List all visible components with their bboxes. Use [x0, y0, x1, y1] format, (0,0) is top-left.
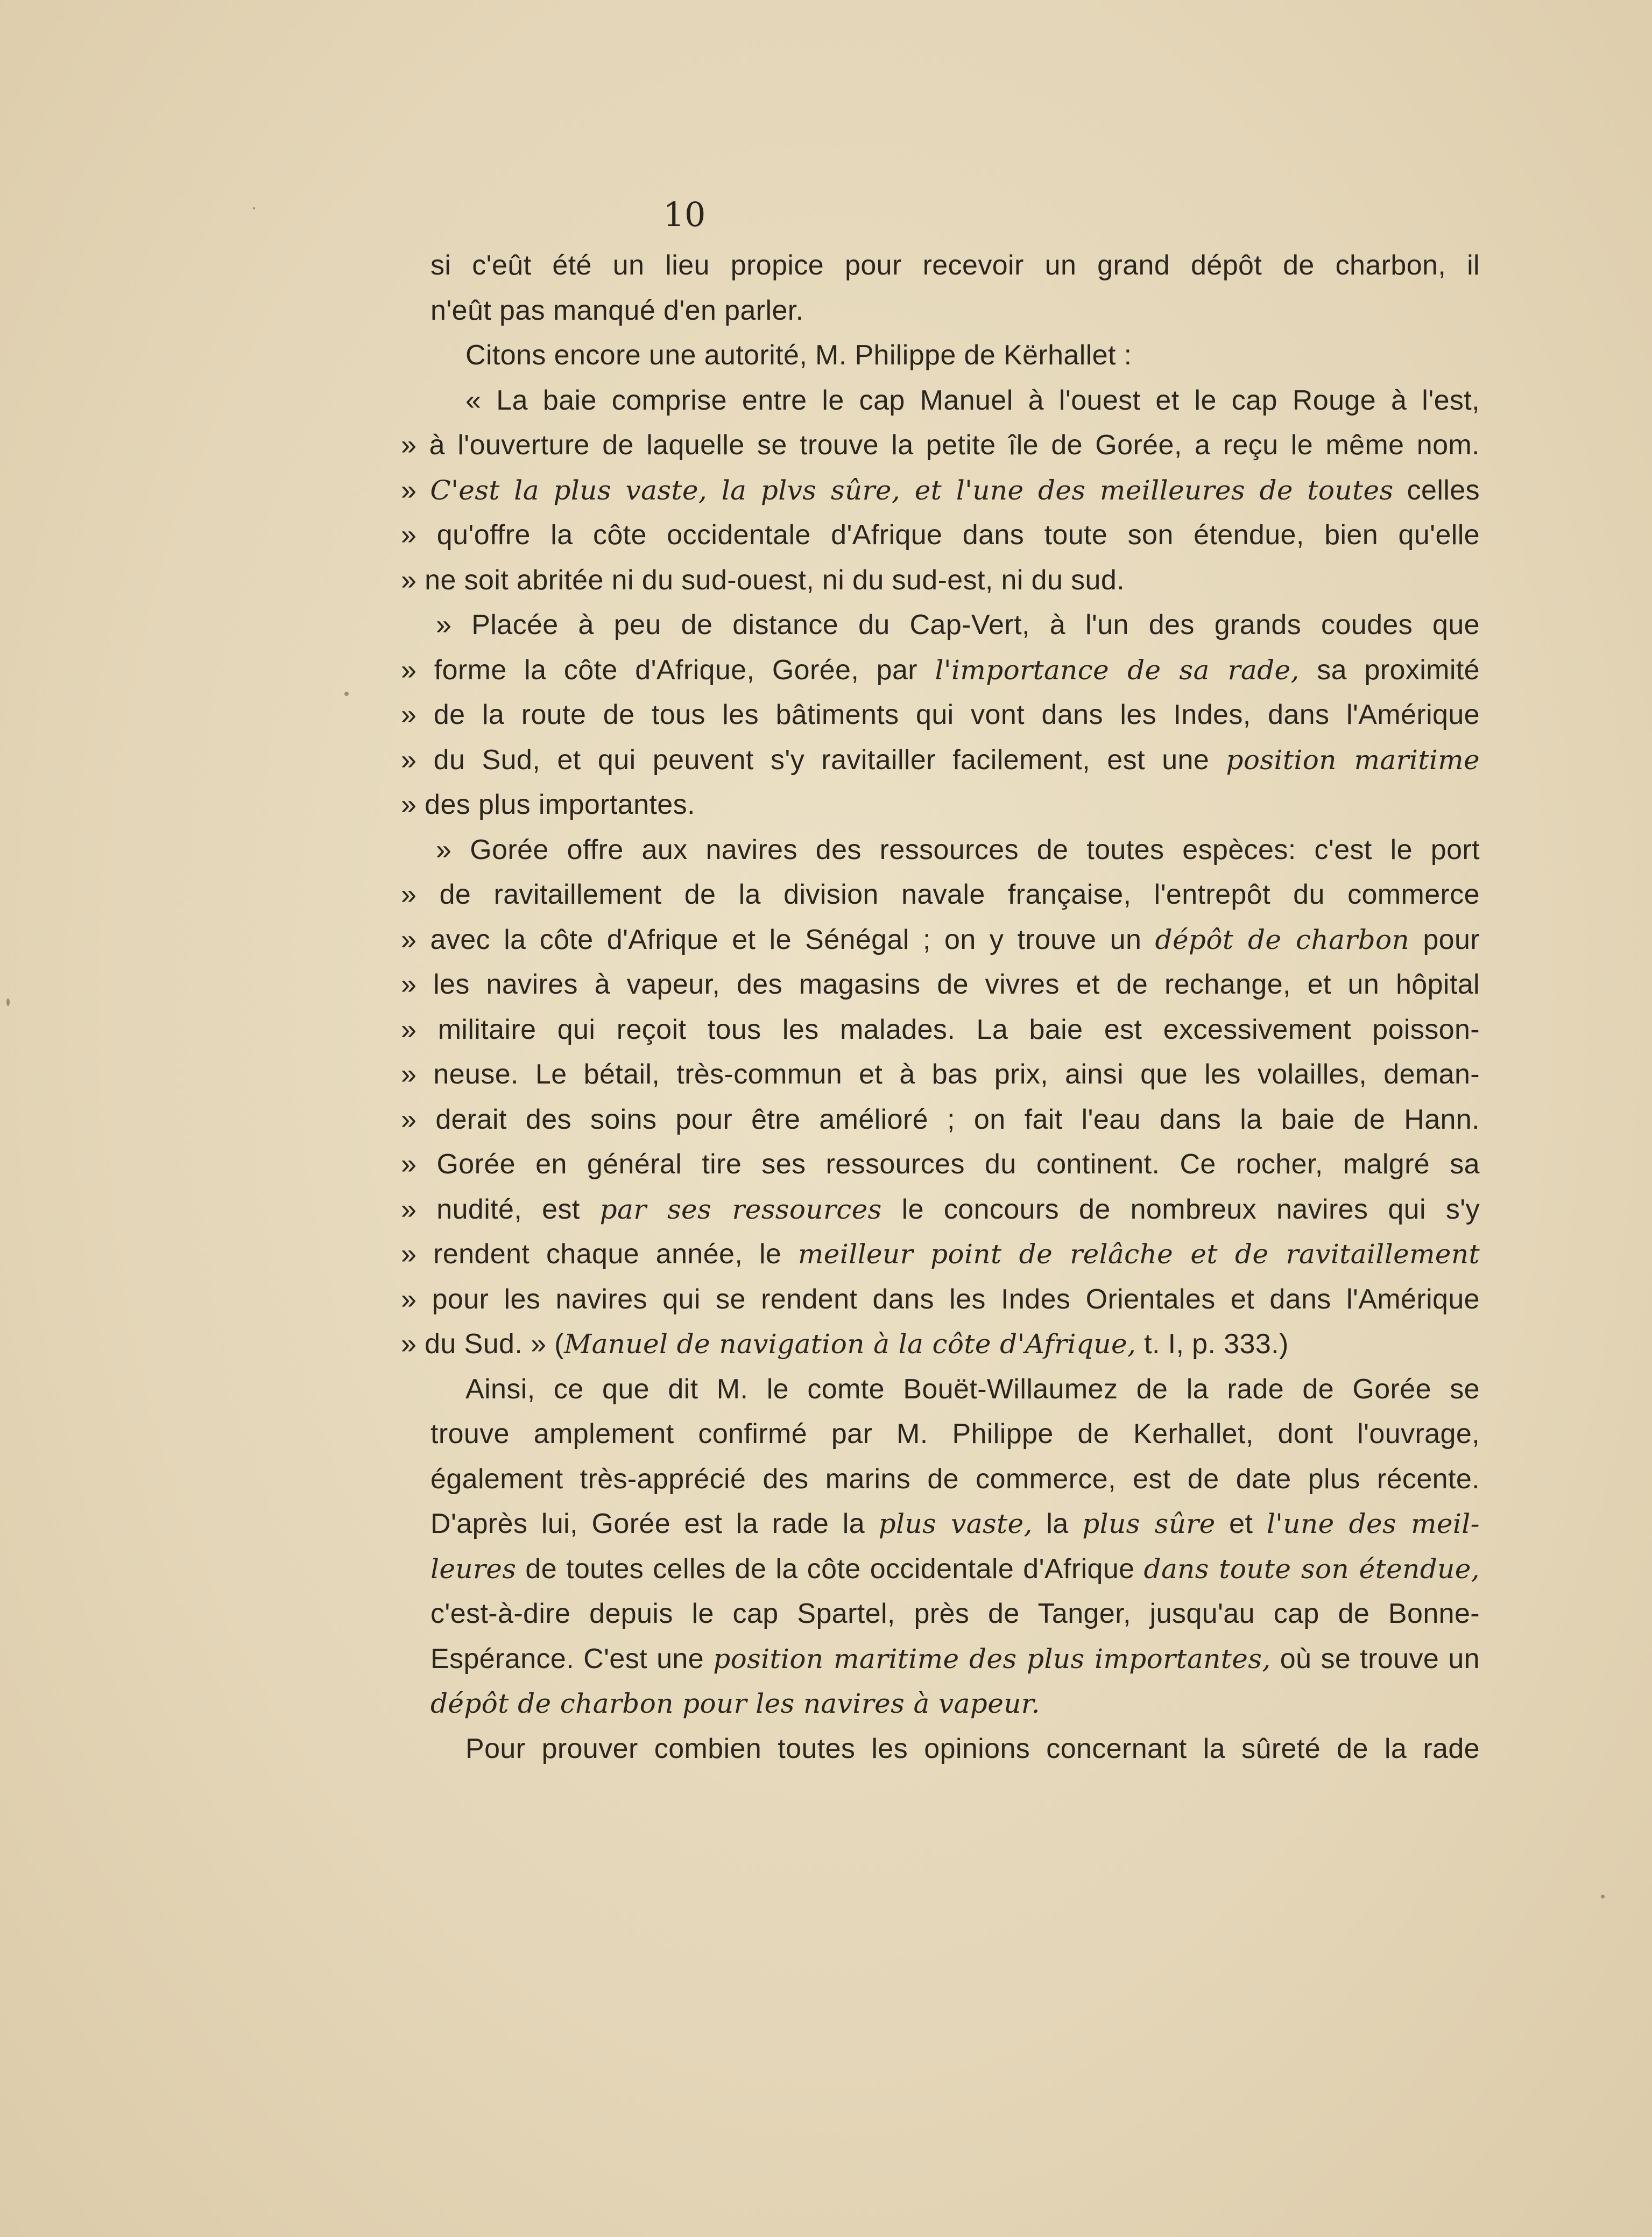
- quote-line: [401, 1277, 1480, 1322]
- text-segment: c'est-à-dire depuis le cap Spartel, près de Tanger, jusqu'au cap de Bonne-: [430, 1598, 1480, 1629]
- text-line: [430, 1637, 1480, 1682]
- text-segment: » du Sud. » (: [401, 1328, 564, 1360]
- italic-text: C'est la plus vaste, la plvs sûre, et l'une des meilleures de toutes: [430, 474, 1394, 506]
- quote-line: [401, 1232, 1480, 1277]
- quote-line: [401, 783, 1480, 828]
- text-segment: le concours de nombreux navires qui s'y: [881, 1193, 1480, 1225]
- italic-text: meilleur point de relâche et de ravitaillement: [798, 1239, 1480, 1270]
- text-line: [430, 289, 1480, 334]
- quote-line: [401, 738, 1480, 783]
- text-segment: trouve amplement confirmé par M. Philippe de Kerhallet, dont l'ouvrage,: [430, 1418, 1480, 1450]
- quote-line: [401, 1187, 1480, 1233]
- text-line: [430, 243, 1480, 289]
- italic-text: plus vaste,: [878, 1508, 1033, 1539]
- text-segment: de toutes celles de la côte occidentale d'Afrique: [516, 1553, 1144, 1585]
- text-segment: » pour les navires qui se rendent dans les Indes Orientales et dans l'Amérique: [401, 1283, 1480, 1315]
- text-segment: » Placée à peu de distance du Cap-Vert, à l'un des grands coudes que: [436, 609, 1480, 641]
- text-segment: « La baie comprise entre le cap Manuel à l'ouest et le cap Rouge à l'est,: [465, 384, 1480, 416]
- text-segment: D'après lui, Gorée est la rade la: [430, 1508, 879, 1539]
- italic-text: Manuel de navigation à la côte d'Afrique,: [563, 1328, 1136, 1360]
- quote-line: [401, 962, 1480, 1008]
- text-line: [430, 1727, 1480, 1772]
- text-segment: »: [401, 474, 430, 506]
- page-number: 10: [663, 195, 706, 234]
- body-text: [401, 243, 1480, 1771]
- text-segment: » à l'ouverture de laquelle se trouve la petite île de Gorée, a reçu le même nom.: [401, 430, 1480, 461]
- italic-text: leures: [430, 1553, 517, 1585]
- italic-text: par ses ressources: [599, 1193, 882, 1225]
- text-segment: » des plus importantes.: [401, 789, 695, 820]
- text-segment: Citons encore une autorité, M. Philippe de Kërhallet :: [465, 340, 1132, 371]
- text-segment: sa proximité: [1299, 654, 1480, 686]
- quote-line: [401, 513, 1480, 558]
- text-line: [430, 1367, 1480, 1412]
- text-line: [430, 1502, 1480, 1547]
- italic-text: position maritime des plus importantes,: [713, 1643, 1271, 1675]
- text-segment: » militaire qui reçoit tous les malades. La baie est excessivement poisson-: [401, 1014, 1480, 1045]
- text-segment: pour: [1409, 924, 1480, 955]
- quote-line: [401, 558, 1480, 603]
- text-line: [430, 1412, 1480, 1457]
- paper-speck: [344, 692, 349, 696]
- text-segment: Pour prouver combien toutes les opinions concernant la sûreté de la rade: [465, 1733, 1480, 1764]
- text-segment: » qu'offre la côte occidentale d'Afrique dans toute son étendue, bien qu'elle: [401, 519, 1480, 551]
- text-segment: » avec la côte d'Afrique et le Sénégal ; on y trouve un: [401, 924, 1155, 955]
- quote-line: [401, 468, 1480, 513]
- italic-text: position maritime: [1226, 744, 1480, 776]
- italic-text: dépôt de charbon: [1155, 924, 1410, 955]
- quote-line: [401, 423, 1480, 468]
- quote-line: [401, 1098, 1480, 1143]
- text-segment: » de ravitaillement de la division navale française, l'entrepôt du commerce: [401, 879, 1480, 910]
- text-line: [430, 1592, 1480, 1637]
- quote-line: [401, 1142, 1480, 1187]
- text-line: [430, 333, 1480, 378]
- text-segment: » Gorée en général tire ses ressources du continent. Ce rocher, malgré sa: [401, 1149, 1480, 1180]
- text-segment: » de la route de tous les bâtiments qui vont dans les Indes, dans l'Amérique: [401, 699, 1480, 730]
- italic-text: l'importance de sa rade,: [935, 654, 1300, 686]
- paper-speck: [253, 207, 255, 209]
- text-line: [430, 1682, 1480, 1727]
- text-segment: » derait des soins pour être amélioré ; on fait l'eau dans la baie de Hann.: [401, 1103, 1480, 1135]
- text-segment: » Gorée offre aux navires des ressources de toutes espèces: c'est le port: [436, 834, 1480, 866]
- text-segment: » neuse. Le bétail, très-commun et à bas prix, ainsi que les volailles, deman-: [401, 1059, 1480, 1090]
- text-line: [430, 378, 1480, 424]
- paper-speck: [1601, 1895, 1605, 1898]
- quote-line: [401, 693, 1480, 738]
- text-segment: » ne soit abritée ni du sud-ouest, ni du sud-est, ni du sud.: [401, 564, 1125, 596]
- italic-text: dépôt de charbon pour les navires à vapeur.: [430, 1688, 1040, 1719]
- italic-text: plus sûre: [1082, 1508, 1216, 1539]
- text-line: [430, 1457, 1480, 1502]
- text-segment: où se trouve un: [1270, 1643, 1480, 1675]
- text-segment: » les navires à vapeur, des magasins de vivres et de rechange, et un hôpital: [401, 969, 1480, 1000]
- italic-text: dans toute son étendue,: [1143, 1553, 1480, 1585]
- quote-line: [401, 603, 1480, 648]
- quote-line: [401, 1322, 1480, 1367]
- text-segment: n'eût pas manqué d'en parler.: [430, 294, 804, 326]
- text-line: [430, 1547, 1480, 1592]
- text-segment: Espérance. C'est une: [430, 1643, 714, 1675]
- quote-line: [401, 1052, 1480, 1098]
- quote-line: [401, 648, 1480, 693]
- text-segment: également très-apprécié des marins de commerce, est de date plus récente.: [430, 1463, 1480, 1495]
- quote-line: [401, 1008, 1480, 1053]
- quote-line: [401, 828, 1480, 873]
- quote-line: [401, 918, 1480, 963]
- text-segment: » nudité, est: [401, 1193, 600, 1225]
- italic-text: l'une des meil-: [1266, 1508, 1480, 1539]
- text-segment: » rendent chaque année, le: [401, 1239, 798, 1270]
- text-segment: si c'eût été un lieu propice pour recevoir un grand dépôt de charbon, il: [430, 250, 1480, 281]
- text-segment: » du Sud, et qui peuvent s'y ravitailler facilement, est une: [401, 744, 1226, 776]
- text-segment: Ainsi, ce que dit M. le comte Bouët-Willaumez de la rade de Gorée se: [465, 1373, 1480, 1405]
- text-segment: celles: [1393, 474, 1480, 506]
- text-segment: » forme la côte d'Afrique, Gorée, par: [401, 654, 935, 686]
- quote-line: [401, 873, 1480, 918]
- text-segment: la: [1032, 1508, 1083, 1539]
- paper-speck: [6, 998, 10, 1006]
- text-segment: t. I, p. 333.): [1136, 1328, 1289, 1360]
- text-segment: et: [1215, 1508, 1267, 1539]
